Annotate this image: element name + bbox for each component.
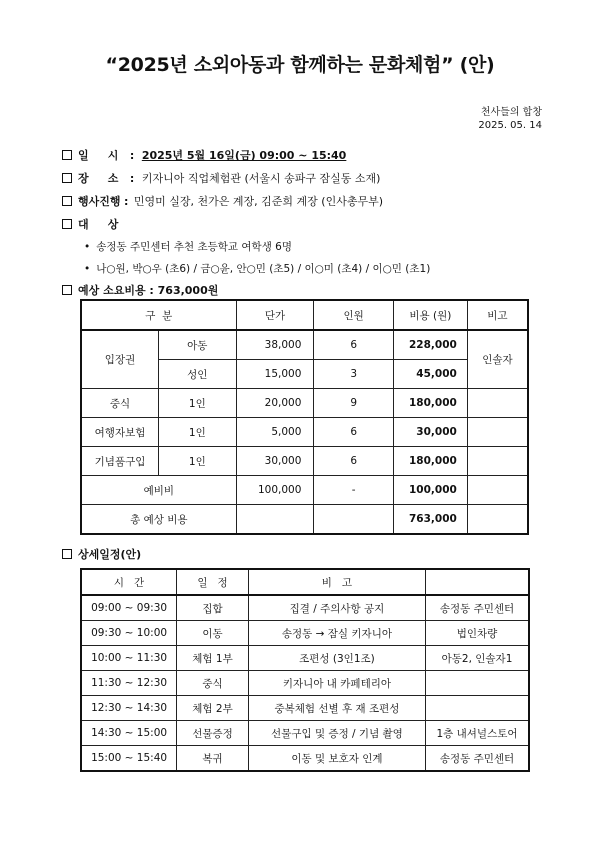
schedule-detail-cell: 송정동 → 잠실 키자니아 (248, 621, 425, 646)
budget-table (80, 299, 529, 535)
budget-heading-text: 예상 소요비용 : 763,000원 (78, 284, 219, 297)
cost-cell: 180,000 (393, 447, 467, 476)
table-row (81, 476, 528, 505)
info-sep: : (124, 195, 129, 208)
cost-cell: 228,000 (393, 330, 467, 360)
document-date: 2025. 05. 14 (478, 120, 542, 131)
table-header-row (81, 300, 528, 330)
organization-name: 천사들의 합창 (480, 107, 542, 118)
table-row (81, 330, 528, 360)
table-row (81, 418, 528, 447)
schedule-task-cell: 집합 (177, 595, 249, 621)
price-cell: 38,000 (236, 330, 314, 360)
column-header: 비 고 (248, 569, 425, 595)
schedule-time-cell: 14:30 ~ 15:00 (81, 721, 177, 746)
price-cell: 100,000 (236, 476, 314, 505)
info-value: 키자니아 직업체험관 (서울시 송파구 잠실동 소재) (141, 172, 381, 185)
schedule-time-cell: 09:00 ~ 09:30 (81, 595, 177, 621)
schedule-note-cell (426, 696, 529, 721)
table-row (81, 671, 529, 696)
schedule-task-cell: 체험 1부 (177, 646, 249, 671)
category-cell: 입장권 (81, 330, 159, 389)
table-row (81, 447, 528, 476)
info-label: 장 소 (78, 172, 119, 185)
checkbox-square-icon (62, 150, 72, 160)
table-row (81, 389, 528, 418)
schedule-detail-cell: 키자니아 내 카페테리아 (248, 671, 425, 696)
price-cell: 30,000 (236, 447, 314, 476)
note-cell (467, 447, 528, 476)
cost-cell: 100,000 (393, 476, 467, 505)
column-header: 시 간 (81, 569, 177, 595)
sub-cell: 1인 (159, 389, 237, 418)
count-cell: 9 (314, 389, 394, 418)
schedule-note-cell: 법인차량 (426, 621, 529, 646)
schedule-detail-cell: 선물구입 및 증정 / 기념 촬영 (248, 721, 425, 746)
schedule-task-cell: 선물증정 (177, 721, 249, 746)
schedule-note-cell: 송정동 주민센터 (426, 595, 529, 621)
schedule-detail-cell: 조편성 (3인1조) (248, 646, 425, 671)
checkbox-square-icon (62, 549, 72, 559)
schedule-task-cell: 복귀 (177, 746, 249, 772)
count-cell: - (314, 476, 394, 505)
schedule-note-cell (426, 671, 529, 696)
sub-cell: 1인 (159, 447, 237, 476)
sub-cell: 아동 (159, 330, 237, 360)
note-cell (467, 389, 528, 418)
target-item: • 나○원, 박○우 (초6) / 금○윤, 안○민 (초5) / 이○미 (초4) / 이○민 (초1) (84, 261, 430, 276)
empty-cell (314, 505, 394, 535)
target-item: • 송정동 주민센터 추천 초등학교 여학생 6명 (84, 239, 292, 254)
cost-cell: 30,000 (393, 418, 467, 447)
price-cell: 20,000 (236, 389, 314, 418)
info-target (62, 216, 118, 232)
info-datetime (62, 147, 346, 163)
checkbox-square-icon (62, 173, 72, 183)
schedule-heading-text: 상세일정(안) (78, 548, 142, 561)
column-header: 인원 (314, 300, 394, 330)
checkbox-square-icon (62, 219, 72, 229)
column-header: 비용 (원) (393, 300, 467, 330)
price-cell: 15,000 (236, 360, 314, 389)
schedule-time-cell: 12:30 ~ 14:30 (81, 696, 177, 721)
category-cell: 기념품구입 (81, 447, 159, 476)
info-sep: : (129, 172, 135, 185)
total-row (81, 505, 528, 535)
schedule-task-cell: 체험 2부 (177, 696, 249, 721)
table-row (81, 595, 529, 621)
table-row (81, 746, 529, 772)
schedule-heading (62, 546, 141, 562)
note-cell (467, 418, 528, 447)
document-title: “2025년 소외아동과 함께하는 문화체험” (안) (105, 54, 495, 76)
empty-cell (236, 505, 314, 535)
column-header: 일 정 (177, 569, 249, 595)
table-row (81, 646, 529, 671)
column-header (426, 569, 529, 595)
category-cell: 여행자보험 (81, 418, 159, 447)
schedule-time-cell: 11:30 ~ 12:30 (81, 671, 177, 696)
info-location (62, 170, 380, 186)
info-label: 일 시 (78, 149, 119, 162)
sub-cell: 1인 (159, 418, 237, 447)
note-cell (467, 476, 528, 505)
schedule-task-cell: 이동 (177, 621, 249, 646)
count-cell: 3 (314, 360, 394, 389)
price-cell: 5,000 (236, 418, 314, 447)
cost-cell: 45,000 (393, 360, 467, 389)
cost-cell: 180,000 (393, 389, 467, 418)
sub-cell: 성인 (159, 360, 237, 389)
total-value: 763,000 (393, 505, 467, 535)
table-row (81, 621, 529, 646)
info-staff (62, 193, 383, 209)
category-cell: 예비비 (81, 476, 236, 505)
info-value: 민영미 실장, 천가은 계장, 김준희 계장 (인사총무부) (133, 195, 383, 208)
total-label: 총 예상 비용 (81, 505, 236, 535)
column-header: 비고 (467, 300, 528, 330)
category-cell: 중식 (81, 389, 159, 418)
schedule-time-cell: 10:00 ~ 11:30 (81, 646, 177, 671)
column-header: 구 분 (81, 300, 236, 330)
schedule-note-cell: 송정동 주민센터 (426, 746, 529, 772)
count-cell: 6 (314, 330, 394, 360)
table-row (81, 696, 529, 721)
schedule-detail-cell: 중복체험 선별 후 재 조편성 (248, 696, 425, 721)
column-header: 단가 (236, 300, 314, 330)
schedule-note-cell: 아동2, 인솔자1 (426, 646, 529, 671)
schedule-time-cell: 15:00 ~ 15:40 (81, 746, 177, 772)
table-header-row (81, 569, 529, 595)
schedule-task-cell: 중식 (177, 671, 249, 696)
info-label: 대 상 (78, 218, 119, 231)
schedule-table (80, 568, 530, 772)
budget-heading (62, 282, 218, 298)
note-cell: 인솔자 (467, 330, 528, 389)
checkbox-square-icon (62, 285, 72, 295)
schedule-time-cell: 09:30 ~ 10:00 (81, 621, 177, 646)
info-sep: : (129, 149, 135, 162)
table-row (81, 721, 529, 746)
count-cell: 6 (314, 418, 394, 447)
count-cell: 6 (314, 447, 394, 476)
empty-cell (467, 505, 528, 535)
info-value: 2025년 5월 16일(금) 09:00 ~ 15:40 (141, 149, 347, 162)
checkbox-square-icon (62, 196, 72, 206)
schedule-detail-cell: 이동 및 보호자 인계 (248, 746, 425, 772)
schedule-note-cell: 1층 내셔널스토어 (426, 721, 529, 746)
info-label: 행사진행 (78, 195, 121, 208)
schedule-detail-cell: 집결 / 주의사항 공지 (248, 595, 425, 621)
